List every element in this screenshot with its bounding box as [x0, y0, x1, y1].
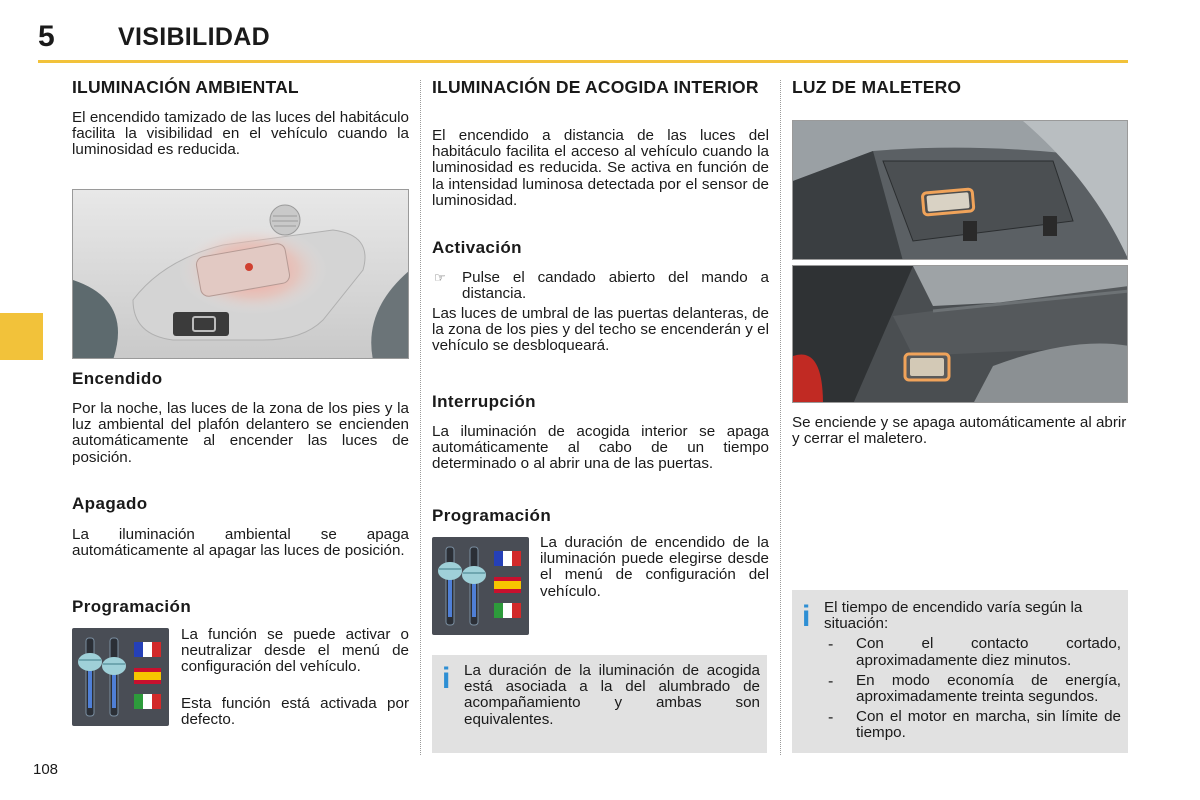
trunk-info-intro: El tiempo de encendido varía según la situación: [824, 599, 1083, 633]
subsection-title-apagado: Apagado [72, 494, 148, 513]
trunk-info-content [824, 600, 1121, 742]
section-title-trunk-light: LUZ DE MALETERO [792, 77, 962, 97]
activacion-bullet [432, 270, 769, 302]
welcome-info-box [432, 655, 767, 753]
subsection-title-interrupcion: Interrupción [432, 392, 536, 411]
info-icon: i [802, 600, 811, 633]
welcome-intro-text: El encendido a distancia de las luces del habitáculo facilita el acceso al vehículo cuando la luminosidad es reducida. Se activa en función de la intensidad luminosa detectada por el sensor de luminosidad. [432, 127, 769, 209]
settings-sliders-flags-icon [72, 628, 169, 726]
list-dash: - [828, 636, 834, 654]
ambient-intro-text: El encendido tamizado de las luces del habitáculo facilita la visibilidad en el vehículo cuando la luminosidad es reducida. [72, 109, 409, 159]
programacion-text-2: Esta función está activada por defecto. [181, 695, 409, 729]
header-rule [38, 60, 1128, 63]
list-item-text: Con el contacto cortado, aproximadamente diez minutos. [856, 635, 1121, 669]
list-item-text: Con el motor en marcha, sin límite de tiempo. [856, 708, 1121, 742]
list-item [824, 673, 1121, 705]
trunk-light-caption: Se enciende y se apaga automáticamente al abrir y cerrar el maletero. [792, 414, 1127, 448]
trunk-light-photo-1 [792, 120, 1128, 260]
chapter-title: VISIBILIDAD [118, 23, 270, 51]
list-item-text: En modo economía de energía, aproximadamente treinta segundos. [856, 671, 1121, 706]
chapter-number: 5 [38, 20, 55, 53]
welcome-info-text: La duración de la iluminación de acogida está asociada a la del alumbrado de acompañamiento y ambas son equivalentes. [464, 662, 760, 728]
section-title-welcome-lighting: ILUMINACIÓN DE ACOGIDA INTERIOR [432, 77, 759, 97]
interrupcion-text: La iluminación de acogida interior se apaga automáticamente al cabo de un tiempo determinado o al abrir una de las puertas. [432, 423, 769, 473]
list-item [824, 709, 1121, 741]
trunk-info-box [792, 590, 1128, 753]
subsection-title-encendido: Encendido [72, 369, 163, 388]
trunk-light-photo-2 [792, 265, 1128, 403]
encendido-text: Por la noche, las luces de la zona de los pies y la luz ambiental del plafón delantero se encienden automáticamente al encender las luces de posición. [72, 400, 409, 466]
chapter-side-tab [0, 313, 43, 360]
hand-pointer-icon: ☞ [434, 270, 446, 285]
list-dash: - [828, 672, 834, 690]
settings-sliders-flags-icon [432, 537, 529, 635]
subsection-title-programacion-2: Programación [432, 506, 552, 525]
column-divider [780, 80, 781, 755]
info-icon: i [442, 662, 451, 695]
page-number: 108 [33, 761, 59, 778]
subsection-title-activacion: Activación [432, 238, 522, 257]
programacion-text-1: La función se puede activar o neutralizar desde el menú de configuración del vehículo. [181, 626, 409, 676]
apagado-text: La iluminación ambiental se apaga automáticamente al apagar las luces de posición. [72, 526, 409, 560]
activacion-text: Las luces de umbral de las puertas delanteras, de la zona de los pies y del techo se encenderán y el vehículo se desbloqueará. [432, 305, 769, 355]
list-item [824, 636, 1121, 668]
subsection-title-programacion: Programación [72, 597, 192, 616]
programacion-2-text: La duración de encendido de la iluminación puede elegirse desde el menú de configuración del vehículo. [540, 534, 769, 600]
section-title-ambient-lighting: ILUMINACIÓN AMBIENTAL [72, 77, 299, 97]
activacion-bullet-text: Pulse el candado abierto del mando a distancia. [462, 269, 769, 303]
ceiling-light-photo [72, 189, 409, 359]
column-divider [420, 80, 421, 755]
list-dash: - [828, 709, 834, 727]
